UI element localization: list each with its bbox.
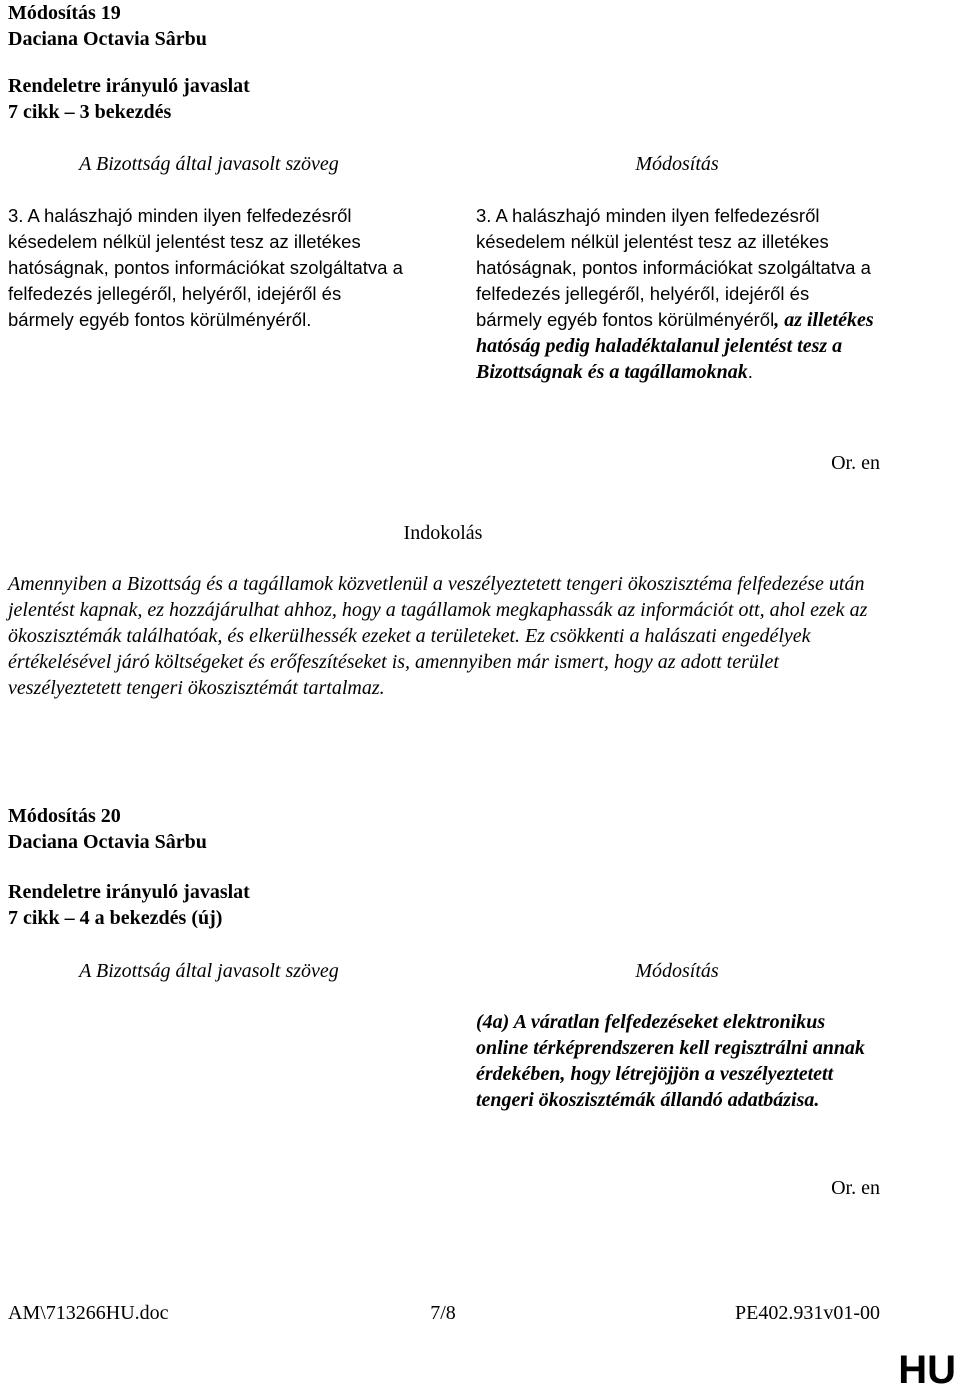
commission-text: 3. A halászhajó minden ilyen felfedezésről késedelem nélkül jelentést tesz az illetékes hatóságnak, pontos információkat szolgáltatva a felfedezés jellegéről, helyéről, idejéről és bármely egyéb fontos körülményéről. — [8, 205, 403, 330]
footer-page-number: 7/8 — [430, 1302, 456, 1324]
amendment-text-end: . — [747, 361, 753, 382]
article-reference: 7 cikk – 3 bekezdés — [8, 101, 172, 123]
amendment-number: Módosítás 19 — [8, 2, 121, 24]
amendment-author: Daciana Octavia Sârbu — [8, 28, 207, 50]
footer-language-code: HU — [898, 1348, 956, 1392]
right-column-heading: Módosítás — [635, 153, 719, 175]
amendment-text — [476, 203, 878, 385]
amendment-number: Módosítás 20 — [8, 805, 121, 827]
footer-doc-reference: AM\713266HU.doc — [8, 1302, 169, 1324]
original-language: Or. en — [831, 1177, 880, 1199]
amendment-text-unchanged: 3. A halászhajó minden ilyen felfedezésről késedelem nélkül jelentést tesz az illetékes hatóságnak, pontos információkat szolgáltatva a felfedezés jellegéről, helyéről, idejéről és bármely egyéb fontos körülményéről — [476, 205, 871, 330]
article-reference: 7 cikk – 4 a bekezdés (új) — [8, 907, 223, 929]
right-column-heading: Módosítás — [635, 960, 719, 982]
amendment-text-added: (4a) A váratlan felfedezéseket elektronikus online térképrendszeren kell regisztrálni annak érdekében, hogy létrejöjjön a veszélyeztetett tengeri ökoszisztémák állandó adatbázisa. — [476, 1011, 865, 1111]
footer-pe-reference: PE402.931v01-00 — [735, 1302, 880, 1324]
left-column-heading: A Bizottság által javasolt szöveg — [79, 960, 339, 982]
original-language: Or. en — [831, 452, 880, 474]
amendment-author: Daciana Octavia Sârbu — [8, 831, 207, 853]
left-column-heading: A Bizottság által javasolt szöveg — [79, 153, 339, 175]
justification-text: Amennyiben a Bizottság és a tagállamok közvetlenül a veszélyeztetett tengeri ökoszisztéma felfedezése után jelentést kapnak, ez hozzájárulhat ahhoz, hogy a tagállamok megkaphassák az információt ott, ahol ezek az ökoszisztémák találhatóak, és elkerülhessék ezeket a területeket. Ez csökkenti a halászati engedélyek értékelésével járó költségeket és erőfeszítéseket is, amennyiben már ismert, hogy az adott terület veszélyeztetett tengeri ökoszisztémát tartalmaz. — [8, 573, 868, 699]
justification-heading: Indokolás — [403, 522, 483, 544]
proposal-title: Rendeletre irányuló javaslat — [8, 75, 250, 97]
proposal-title: Rendeletre irányuló javaslat — [8, 881, 250, 903]
amendment-text-added: , az illetékes hatóság pedig haladéktalanul jelentést tesz a Bizottságnak és a tagállamoknak — [476, 309, 874, 383]
